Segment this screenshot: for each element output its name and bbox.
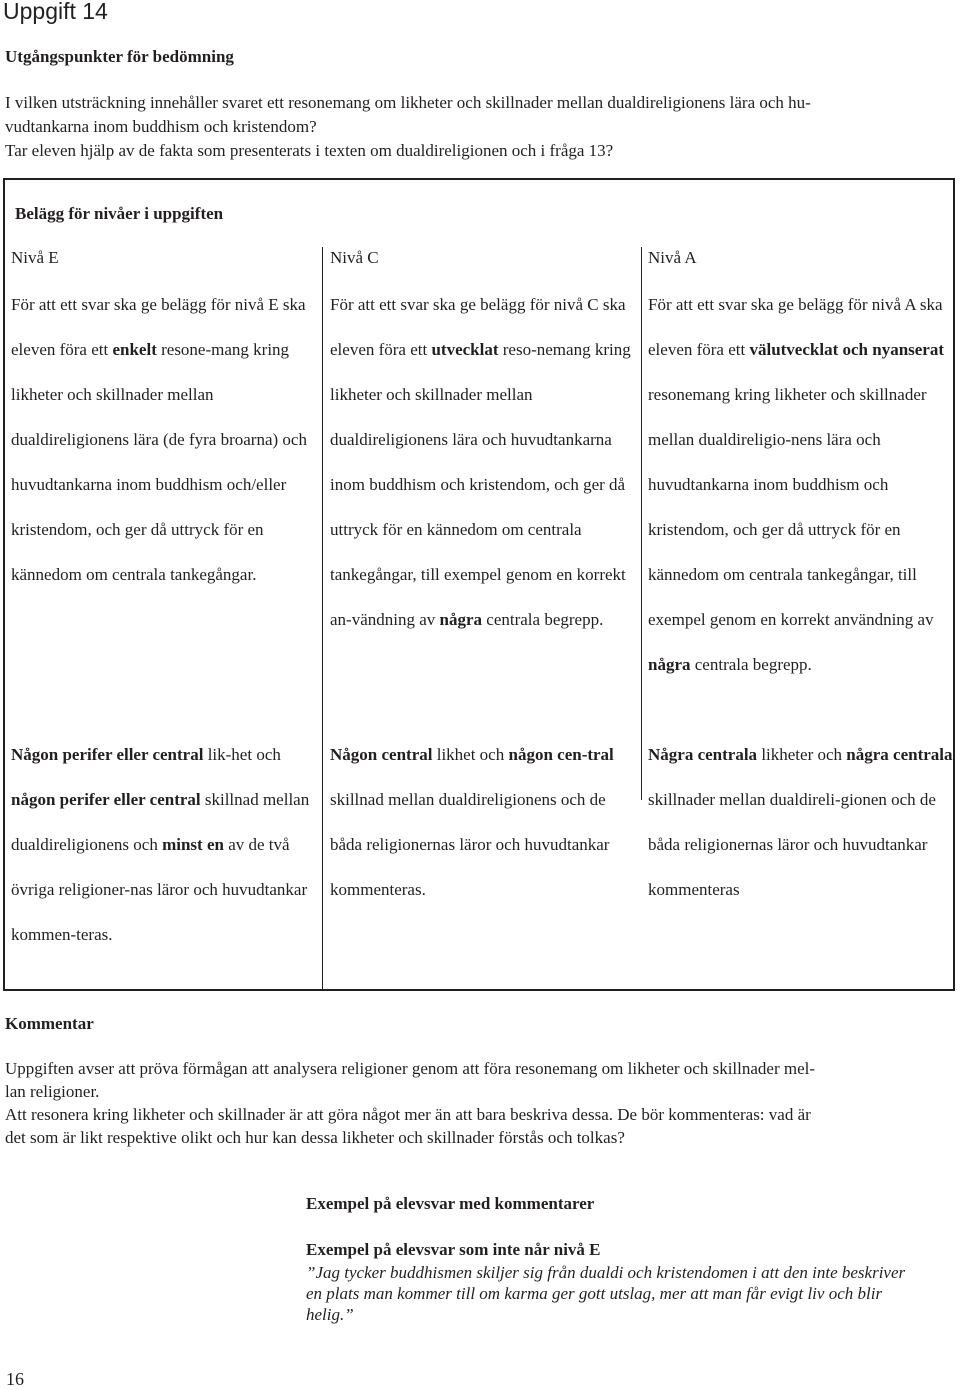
level-c-column [330,246,635,899]
text: För att ett svar ska ge belägg för nivå E ska eleven föra ett [11,295,306,359]
text: skillnad mellan dualdireligionens och de båda religionernas läror och huvudtankar kommenteras. [330,790,610,899]
emphasis: några centrala [846,745,953,764]
comment-line: Uppgiften avser att pröva förmågan att analysera religioner genom att föra resonemang om likheter och skillnader mel- [5,1059,816,1078]
page-heading: Uppgift 14 [3,0,108,24]
levels-title: Belägg för nivåer i uppgiften [15,204,224,223]
criteria-line: I vilken utsträckning innehåller svaret ett resonemang om likheter och skillnader mellan dualdireligionens lära och hu- [5,93,811,112]
level-c-requirement [330,732,635,912]
level-c-name: Nivå C [330,248,379,267]
emphasis: några [648,655,691,674]
criteria-line: Tar eleven hjälp av de fakta som presenterats i texten om dualdireligionen och i fråga 13? [5,141,614,160]
emphasis: några [439,610,483,629]
text: lik-het och [203,745,281,764]
level-a-requirement [648,732,953,912]
level-a-description [648,282,953,687]
levels-table [3,178,955,991]
level-a-name: Nivå A [648,248,697,267]
criteria-text [5,91,955,163]
student-answer-quote: ”Jag tycker buddhismen skiljer sig från dualdi och kristendomen i att den inte beskriver [306,1263,906,1282]
level-e-column [11,246,316,944]
examples-section [306,1192,956,1325]
student-answer-quote: en plats man kommer till om karma ger gott utslag, mer att man får evigt liv och blir [306,1284,883,1303]
comment-title: Kommentar [5,1014,94,1033]
text: likhet och [432,745,509,764]
emphasis: utvecklat [431,340,499,359]
emphasis: Några centrala [648,745,758,764]
text: skillnader mellan dualdireli-gionen och de båda religionernas läror och huvudtankar kommenteras [648,790,936,899]
emphasis: någon perifer eller central [11,790,201,809]
emphasis: Någon perifer eller central [11,745,204,764]
examples-title: Exempel på elevsvar med kommentarer [306,1194,595,1213]
student-answer-quote: helig.” [306,1305,354,1324]
emphasis: välutvecklat och nyanserat [749,340,945,359]
text: resone-mang kring likheter och skillnader mellan dualdireligionens lära (de fyra broarna) och huvudtankarna inom buddhism och/eller kristendom, och ger då uttryck för en kännedom om centrala tankegångar. [11,340,307,584]
text: centrala begrepp. [482,610,604,629]
emphasis: Någon central [330,745,433,764]
emphasis: någon cen-tral [508,745,614,764]
criteria-title: Utgångspunkter för bedömning [5,47,234,66]
text: reso-nemang kring likheter och skillnader mellan dualdireligionens lära och huvudtankarna inom buddhism och kristendom, och ger då uttryck för en kännedom om centrala tankegångar, till exempel genom en korrekt an-vändning av [330,340,631,629]
level-e-description [11,282,316,597]
comment-line: lan religioner. [5,1082,100,1101]
column-divider [322,247,323,991]
text: centrala begrepp. [690,655,812,674]
emphasis: enkelt [112,340,157,359]
text: av de två övriga religioner-nas läror och huvudtankar kommen-teras. [11,835,308,944]
text: likheter och [757,745,847,764]
level-c-description [330,282,635,642]
text: För att ett svar ska ge belägg för nivå C ska eleven föra ett [330,295,626,359]
emphasis: minst en [162,835,224,854]
text: För att ett svar ska ge belägg för nivå A ska eleven föra ett [648,295,943,359]
page-number: 16 [6,1369,24,1389]
level-e-name: Nivå E [11,248,59,267]
comment-line: det som är likt respektive olikt och hur kan dessa likheter och skillnader förstås och tolkas? [5,1128,625,1147]
text: resonemang kring likheter och skillnader mellan dualdireligio-nens lära och huvudtankarna inom buddhism och kristendom, och ger då uttryck för en kännedom om centrala tankegångar, till exempel genom en korrekt användning av [648,385,934,629]
level-a-column [648,246,953,899]
examples-subtitle: Exempel på elevsvar som inte når nivå E [306,1240,601,1259]
column-divider [641,247,642,800]
comment-text [5,1057,955,1149]
level-e-requirement [11,732,316,957]
criteria-line: vudtankarna inom buddhism och kristendom? [5,117,317,136]
comment-line: Att resonera kring likheter och skillnader är att göra något mer än att bara beskriva dessa. De bör kommenteras: vad är [5,1105,811,1124]
text: skillnad mellan dualdireligionens och [11,790,310,854]
